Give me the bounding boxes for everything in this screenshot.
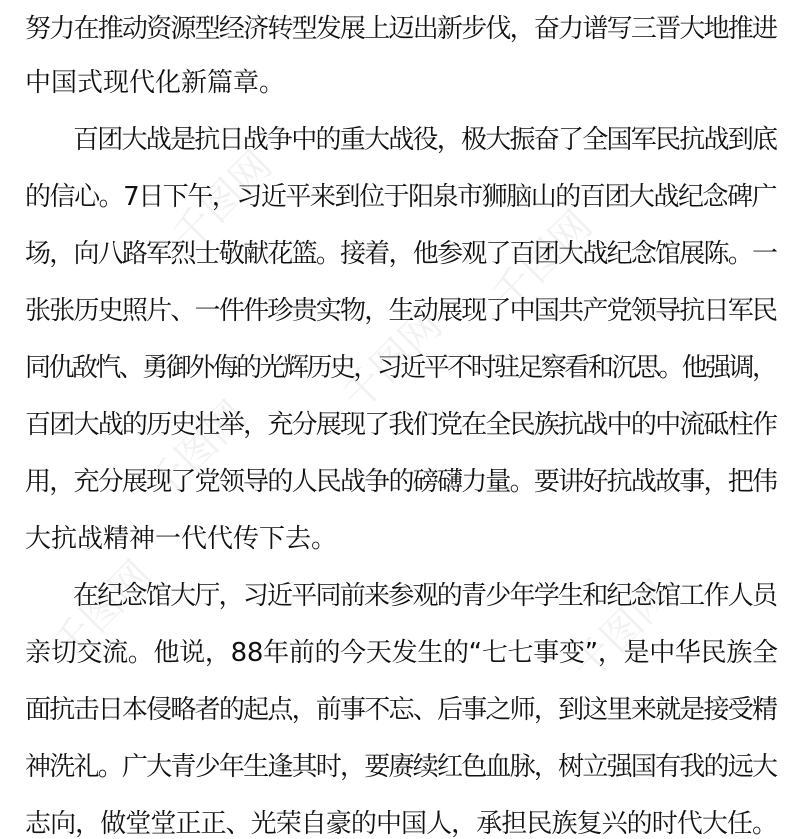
text-line: 大抗战精神一代代传下去。 xyxy=(25,524,338,554)
text-line: 同仇敌忾、勇御外侮的光辉历史，习近平不时驻足察看和沉思。他强调， xyxy=(25,353,776,383)
text-line: 百团大战的历史壮举，充分展现了我们党在全民族抗战中的中流砥柱作 xyxy=(25,410,777,440)
text-line: 在纪念馆大厅，习近平同前来参观的青少年学生和纪念馆工作人员 xyxy=(73,581,777,611)
text-line: 的信心。7日下午，习近平来到位于阳泉市狮脑山的百团大战纪念碑广 xyxy=(25,182,777,212)
text-line: 志向，做堂堂正正、光荣自豪的中国人，承担民族复兴的时代大任。 xyxy=(25,809,778,839)
text-line: 用，充分展现了党领导的人民战争的磅礴力量。要讲好抗战故事，把伟 xyxy=(25,467,777,497)
watermark: 千图网 xyxy=(483,202,602,320)
text-line: 场，向八路军烈士敬献花篮。接着，他参观了百团大战纪念馆展陈。一 xyxy=(25,239,777,269)
text-line: 面抗击日本侵略者的起点，前事不忘、后事之师，到这里来就是接受精 xyxy=(25,695,777,725)
text-line: 亲切交流。他说，88年前的今天发生的“七七事变”，是中华民族全 xyxy=(25,638,778,668)
text-line: 张张历史照片、一件件珍贵实物，生动展现了中国共产党领导抗日军民 xyxy=(25,296,777,326)
watermark: 千图网 xyxy=(563,572,682,690)
text-line: 努力在推动资源型经济转型发展上迈出新步伐，奋力谱写三晋大地推进 xyxy=(25,14,777,44)
text-line: 神洗礼。广大青少年生逢其时，要赓续红色血脉，树立强国有我的远大 xyxy=(25,752,777,782)
watermark: 千图网 xyxy=(333,302,452,420)
text-line: 中国式现代化新篇章。 xyxy=(25,68,286,98)
watermark: 千图网 xyxy=(138,392,257,510)
watermark: 千图网 xyxy=(43,552,162,670)
watermark: 千图网 xyxy=(163,142,282,260)
text-line: 百团大战是抗日战争中的重大战役，极大振奋了全国军民抗战到底 xyxy=(73,125,777,155)
